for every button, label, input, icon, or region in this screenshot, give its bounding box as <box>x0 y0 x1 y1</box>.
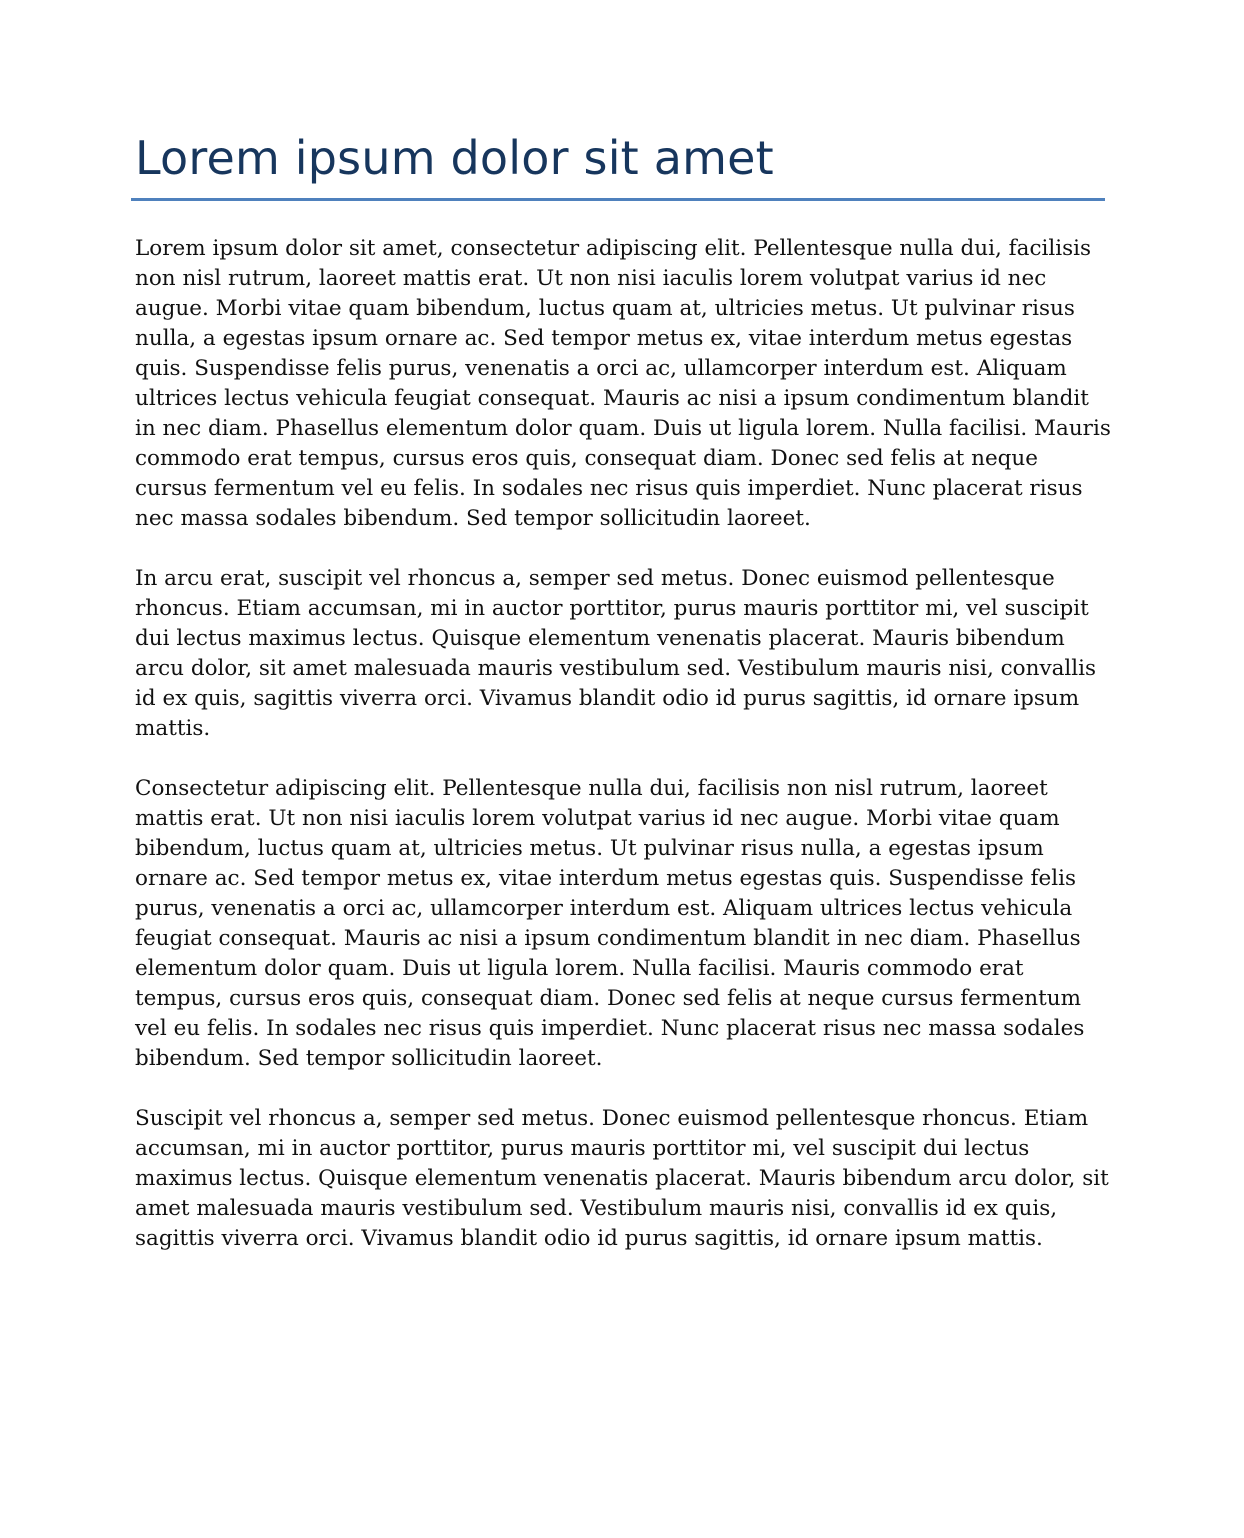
paragraph <box>135 564 1110 744</box>
paragraph-line: accumsan, mi in auctor porttitor, purus mauris porttitor mi, vel suscipit dui lectus <box>135 1136 1030 1161</box>
paragraph-line: nec massa sodales bibendum. Sed tempor sollicitudin laoreet. <box>135 506 811 531</box>
paragraph-line: elementum dolor quam. Duis ut ligula lorem. Nulla facilisi. Mauris commodo erat <box>135 956 1024 981</box>
paragraph-line: maximus lectus. Quisque elementum venenatis placerat. Mauris bibendum arcu dolor, sit <box>135 1166 1109 1191</box>
paragraph-line: tempus, cursus eros quis, consequat diam. Donec sed felis at neque cursus fermentum <box>135 986 1081 1011</box>
paragraph-line: id ex quis, sagittis viverra orci. Vivamus blandit odio id purus sagittis, id ornare ipsum <box>135 686 1080 711</box>
paragraph-line: in nec diam. Phasellus elementum dolor quam. Duis ut ligula lorem. Nulla facilisi. Mauris <box>135 416 1111 441</box>
paragraph-line: cursus fermentum vel eu felis. In sodales nec risus quis imperdiet. Nunc placerat risus <box>135 476 1083 501</box>
paragraph-line: ultrices lectus vehicula feugiat consequat. Mauris ac nisi a ipsum condimentum blandit <box>135 386 1089 411</box>
paragraph-line: arcu dolor, sit amet malesuada mauris vestibulum sed. Vestibulum mauris nisi, convallis <box>135 656 1097 681</box>
paragraph-line: sagittis viverra orci. Vivamus blandit odio id purus sagittis, id ornare ipsum mattis. <box>135 1226 1043 1251</box>
paragraph-line: Lorem ipsum dolor sit amet, consectetur adipiscing elit. Pellentesque nulla dui, facilisis <box>135 236 1092 261</box>
paragraph-line: mattis. <box>135 716 211 741</box>
paragraph-line: non nisl rutrum, laoreet mattis erat. Ut non nisi iaculis lorem volutpat varius id nec <box>135 266 1047 291</box>
paragraph <box>135 1104 1110 1254</box>
paragraph-line: amet malesuada mauris vestibulum sed. Vestibulum mauris nisi, convallis id ex quis, <box>135 1196 1058 1221</box>
paragraph-line: purus, venenatis a orci ac, ullamcorper interdum est. Aliquam ultrices lectus vehicula <box>135 896 1073 921</box>
paragraph-line: ornare ac. Sed tempor metus ex, vitae interdum metus egestas quis. Suspendisse felis <box>135 866 1076 891</box>
paragraph-line: commodo erat tempus, cursus eros quis, consequat diam. Donec sed felis at neque <box>135 446 1038 471</box>
document-title: Lorem ipsum dolor sit amet <box>135 131 774 185</box>
document-body <box>135 234 1110 1284</box>
paragraph-line: nulla, a egestas ipsum ornare ac. Sed tempor metus ex, vitae interdum metus egestas <box>135 326 1073 351</box>
paragraph-line: In arcu erat, suscipit vel rhoncus a, semper sed metus. Donec euismod pellentesque <box>135 566 1055 591</box>
paragraph-line: bibendum. Sed tempor sollicitudin laoreet. <box>135 1046 603 1071</box>
paragraph <box>135 234 1110 534</box>
paragraph-line: rhoncus. Etiam accumsan, mi in auctor porttitor, purus mauris porttitor mi, vel suscipit <box>135 596 1089 621</box>
paragraph-line: vel eu felis. In sodales nec risus quis imperdiet. Nunc placerat risus nec massa sodales <box>135 1016 1085 1041</box>
title-underline-rule <box>131 198 1105 201</box>
paragraph-line: bibendum, luctus quam at, ultricies metus. Ut pulvinar risus nulla, a egestas ipsum <box>135 836 1044 861</box>
paragraph-line: feugiat consequat. Mauris ac nisi a ipsum condimentum blandit in nec diam. Phasellus <box>135 926 1081 951</box>
paragraph-line: augue. Morbi vitae quam bibendum, luctus quam at, ultricies metus. Ut pulvinar risus <box>135 296 1075 321</box>
paragraph-line: dui lectus maximus lectus. Quisque elementum venenatis placerat. Mauris bibendum <box>135 626 1065 651</box>
paragraph-line: quis. Suspendisse felis purus, venenatis a orci ac, ullamcorper interdum est. Aliquam <box>135 356 1067 381</box>
paragraph-line: mattis erat. Ut non nisi iaculis lorem volutpat varius id nec augue. Morbi vitae quam <box>135 806 1060 831</box>
paragraph-line: Suscipit vel rhoncus a, semper sed metus. Donec euismod pellentesque rhoncus. Etiam <box>135 1106 1089 1131</box>
paragraph <box>135 774 1110 1074</box>
paragraph-line: Consectetur adipiscing elit. Pellentesque nulla dui, facilisis non nisl rutrum, laoreet <box>135 776 1048 801</box>
